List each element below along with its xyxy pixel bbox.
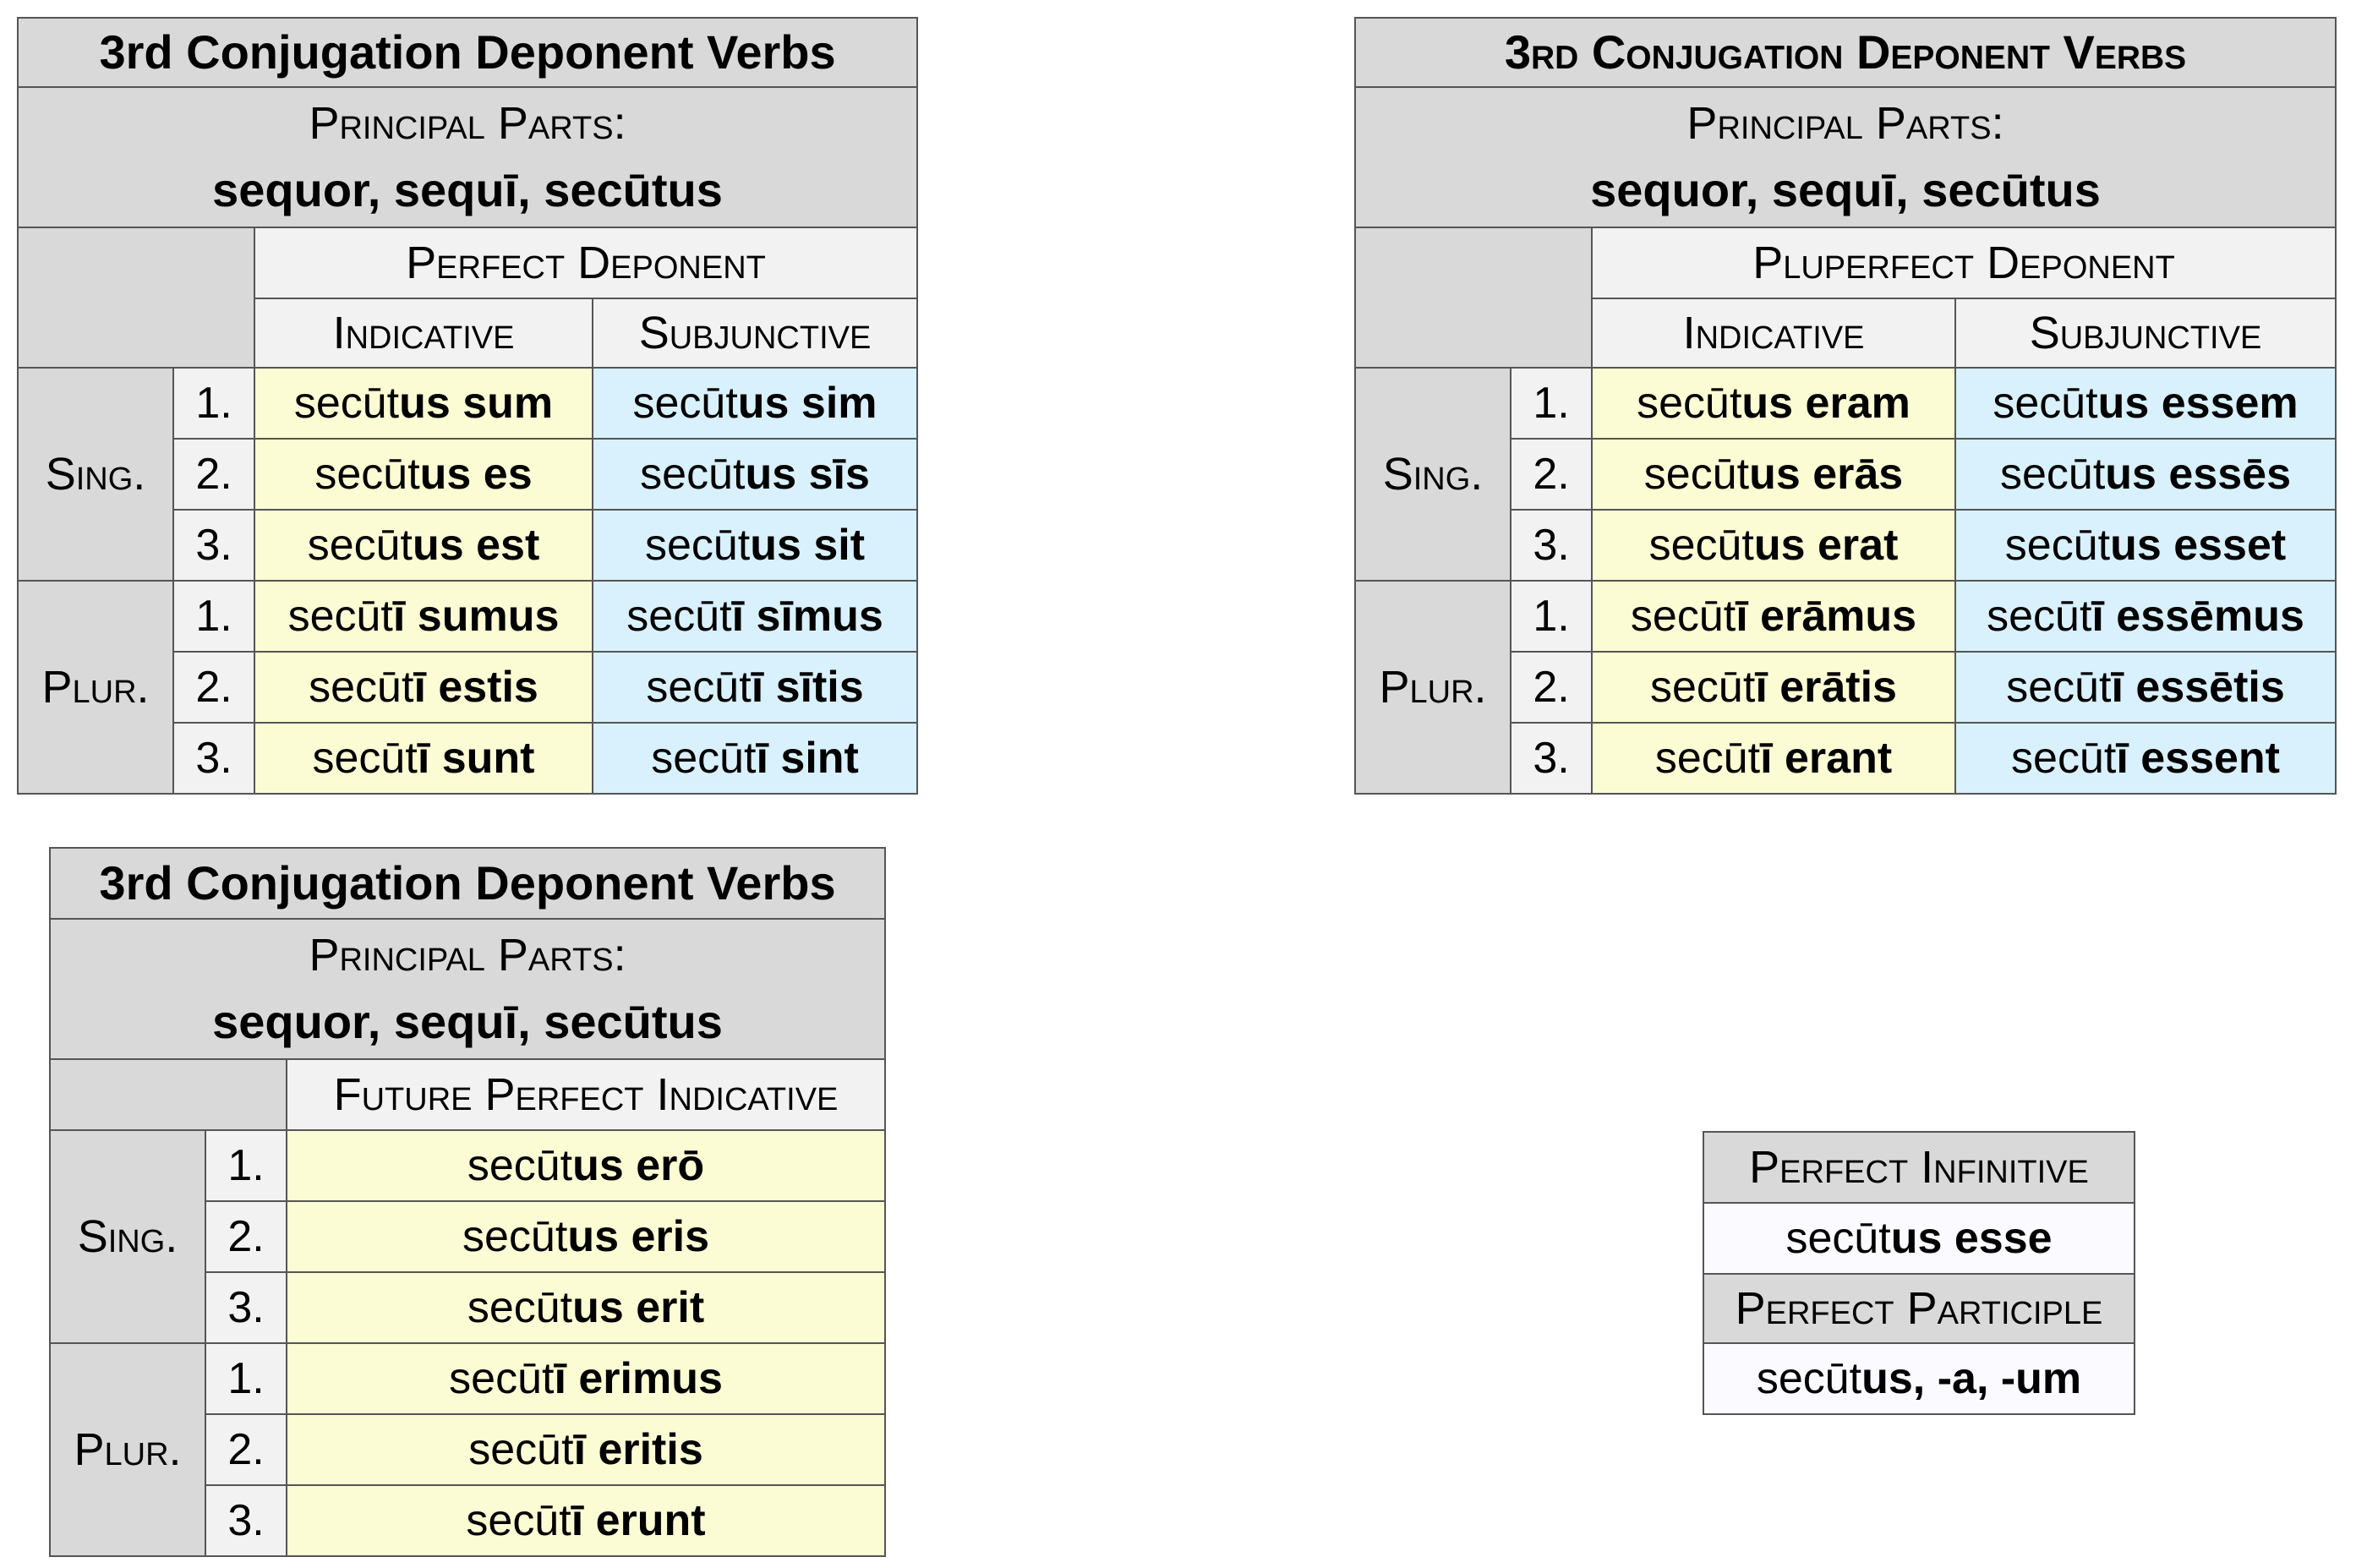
table-title: 3rd Conjugation Deponent Verbs	[1355, 18, 2336, 87]
person-number: 3.	[173, 723, 254, 794]
plural-label: Plur.	[50, 1343, 205, 1556]
tense-header: Pluperfect Deponent	[1592, 227, 2336, 298]
corner-blank	[50, 1059, 287, 1130]
perfect-deponent-table	[17, 17, 918, 795]
person-number: 1.	[173, 368, 254, 439]
table-title: 3rd Conjugation Deponent Verbs	[18, 18, 917, 87]
indicative-form: secūtus eram	[1592, 368, 1955, 439]
subjunctive-header: Subjunctive	[593, 298, 917, 368]
perfect-infinitive-value: secūtus esse	[1703, 1203, 2135, 1274]
person-number: 3.	[205, 1272, 287, 1343]
indicative-form: secūtī sunt	[254, 723, 593, 794]
subjunctive-form: secūtus sim	[593, 368, 917, 439]
person-number: 2.	[205, 1201, 287, 1272]
principal-parts	[50, 919, 885, 1059]
indicative-form: secūtī erātis	[1592, 652, 1955, 723]
indicative-form: secūtus erit	[287, 1272, 885, 1343]
person-number: 1.	[1511, 581, 1592, 652]
person-number: 2.	[205, 1414, 287, 1485]
infinitive-participle-table	[1703, 1131, 2135, 1415]
indicative-form: secūtus erat	[1592, 510, 1955, 581]
person-number: 3.	[1511, 510, 1592, 581]
singular-label: Sing.	[1355, 368, 1511, 581]
perfect-infinitive-label: Perfect Infinitive	[1703, 1132, 2135, 1203]
indicative-form: secūtī erimus	[287, 1343, 885, 1414]
subjunctive-form: secūtus sīs	[593, 439, 917, 510]
person-number: 2.	[173, 439, 254, 510]
plural-label: Plur.	[18, 581, 173, 794]
indicative-form: secūtī eritis	[287, 1414, 885, 1485]
pluperfect-deponent-table	[1354, 17, 2337, 795]
tense-header: Perfect Deponent	[254, 227, 917, 298]
future-perfect-table	[49, 847, 886, 1557]
subjunctive-form: secūtī essent	[1955, 723, 2336, 794]
corner-blank	[18, 227, 254, 368]
subjunctive-form: secūtus sit	[593, 510, 917, 581]
subjunctive-header: Subjunctive	[1955, 298, 2336, 368]
person-number: 1.	[205, 1343, 287, 1414]
person-number: 2.	[1511, 439, 1592, 510]
perfect-participle-label: Perfect Participle	[1703, 1274, 2135, 1343]
principal-parts-value: sequor, sequī, secūtus	[1590, 163, 2101, 216]
tense-header: Future Perfect Indicative	[287, 1059, 885, 1130]
table-title: 3rd Conjugation Deponent Verbs	[50, 848, 885, 919]
indicative-header: Indicative	[1592, 298, 1955, 368]
subjunctive-form: secūtus essēs	[1955, 439, 2336, 510]
corner-blank	[1355, 227, 1592, 368]
indicative-form: secūtus erō	[287, 1130, 885, 1201]
plural-label: Plur.	[1355, 581, 1511, 794]
person-number: 1.	[1511, 368, 1592, 439]
indicative-header: Indicative	[254, 298, 593, 368]
subjunctive-form: secūtī sīmus	[593, 581, 917, 652]
subjunctive-form: secūtus essem	[1955, 368, 2336, 439]
indicative-form: secūtī erāmus	[1592, 581, 1955, 652]
indicative-form: secūtus eris	[287, 1201, 885, 1272]
principal-parts	[1355, 87, 2336, 227]
indicative-form: secūtī estis	[254, 652, 593, 723]
indicative-form: secūtus erās	[1592, 439, 1955, 510]
subjunctive-form: secūtus esset	[1955, 510, 2336, 581]
perfect-participle-value: secūtus, -a, -um	[1703, 1343, 2135, 1414]
person-number: 3.	[173, 510, 254, 581]
subjunctive-form: secūtī sītis	[593, 652, 917, 723]
indicative-form: secūtus es	[254, 439, 593, 510]
person-number: 1.	[173, 581, 254, 652]
person-number: 3.	[1511, 723, 1592, 794]
indicative-form: secūtus sum	[254, 368, 593, 439]
indicative-form: secūtus est	[254, 510, 593, 581]
person-number: 2.	[1511, 652, 1592, 723]
indicative-form: secūtī erant	[1592, 723, 1955, 794]
indicative-form: secūtī sumus	[254, 581, 593, 652]
principal-parts-value: sequor, sequī, secūtus	[212, 163, 723, 216]
subjunctive-form: secūtī essētis	[1955, 652, 2336, 723]
principal-parts-value: sequor, sequī, secūtus	[212, 995, 723, 1048]
principal-parts-label: Principal Parts:	[309, 98, 626, 149]
person-number: 3.	[205, 1485, 287, 1556]
principal-parts-label: Principal Parts:	[309, 930, 626, 981]
subjunctive-form: secūtī essēmus	[1955, 581, 2336, 652]
indicative-form: secūtī erunt	[287, 1485, 885, 1556]
subjunctive-form: secūtī sint	[593, 723, 917, 794]
principal-parts-label: Principal Parts:	[1686, 98, 2004, 149]
singular-label: Sing.	[50, 1130, 205, 1343]
principal-parts	[18, 87, 917, 227]
singular-label: Sing.	[18, 368, 173, 581]
person-number: 1.	[205, 1130, 287, 1201]
person-number: 2.	[173, 652, 254, 723]
